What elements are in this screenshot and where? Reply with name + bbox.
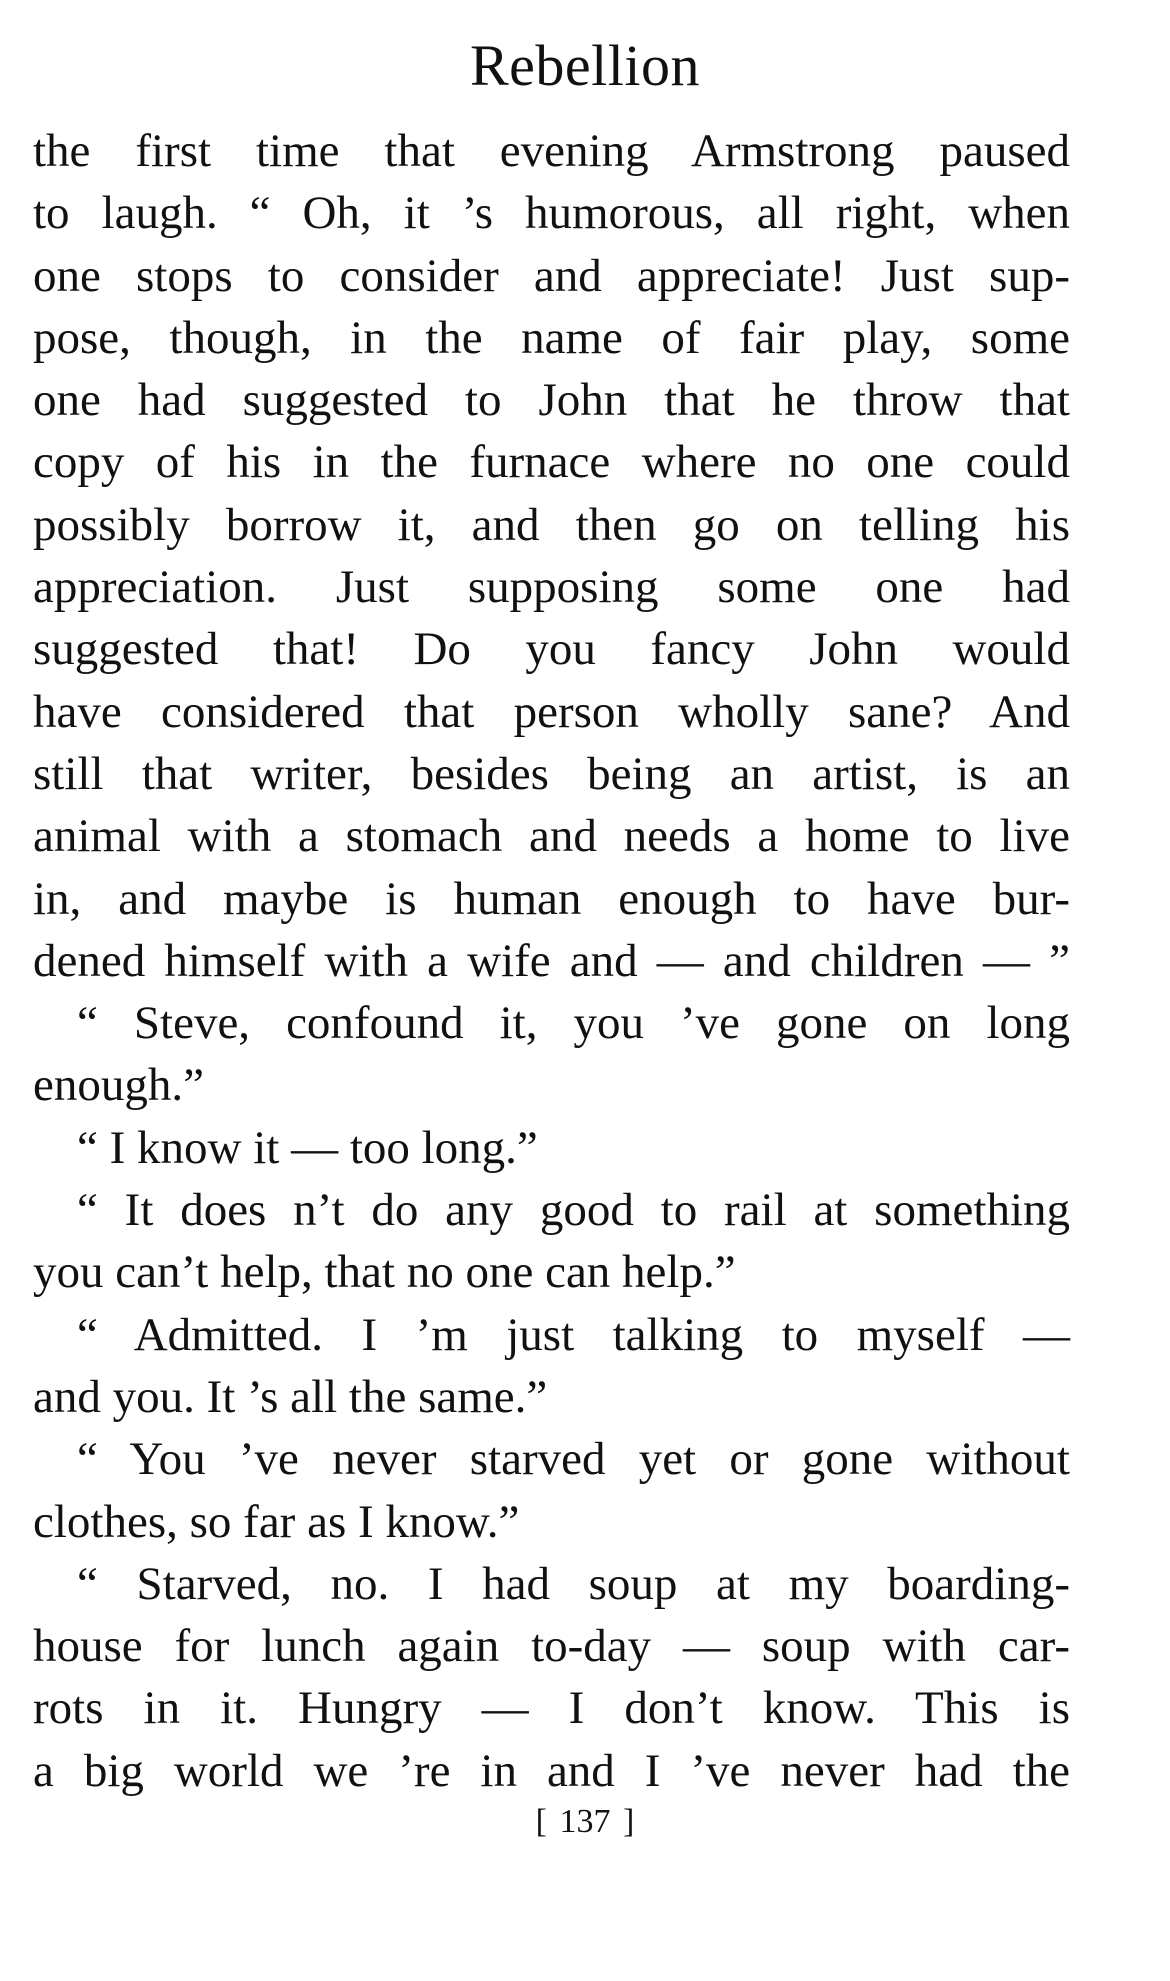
text-line: appreciation. Just supposing some one had bbox=[33, 561, 1070, 614]
text-line: possibly borrow it, and then go on telling his bbox=[33, 498, 1070, 551]
text-line: and you. It ’s all the same.” bbox=[33, 1370, 548, 1423]
page-number: [ 137 ] bbox=[535, 1803, 635, 1840]
running-head: Rebellion bbox=[469, 33, 700, 98]
text-line: pose, though, in the name of fair play, some bbox=[33, 311, 1070, 364]
text-line: in, and maybe is human enough to have bur- bbox=[33, 872, 1070, 925]
text-line: “ I know it — too long.” bbox=[77, 1121, 538, 1174]
text-line: one stops to consider and appreciate! Just sup- bbox=[33, 249, 1070, 302]
text-line: to laugh. “ Oh, it ’s humorous, all right, when bbox=[33, 187, 1070, 240]
text-line: “ Steve, confound it, you ’ve gone on long bbox=[77, 997, 1070, 1050]
text-line: the first time that evening Armstrong paused bbox=[33, 125, 1070, 177]
text-line: rots in it. Hungry — I don’t know. This is bbox=[33, 1682, 1070, 1735]
text-line: have considered that person wholly sane? And bbox=[33, 685, 1070, 738]
text-line: enough.” bbox=[33, 1059, 204, 1112]
text-line: a big world we ’re in and I ’ve never had the bbox=[33, 1744, 1070, 1797]
text-line: copy of his in the furnace where no one could bbox=[33, 436, 1070, 489]
text-line: “ Starved, no. I had soup at my boarding- bbox=[77, 1557, 1070, 1610]
text-line: animal with a stomach and needs a home to live bbox=[33, 810, 1070, 863]
text-line: one had suggested to John that he throw that bbox=[33, 374, 1070, 427]
text-line: still that writer, besides being an artist, is an bbox=[33, 747, 1070, 800]
text-line: dened himself with a wife and — and children — ” bbox=[33, 934, 1070, 987]
text-line: “ It does n’t do any good to rail at something bbox=[77, 1184, 1070, 1237]
text-line: clothes, so far as I know.” bbox=[33, 1495, 520, 1548]
text-line: “ You ’ve never starved yet or gone without bbox=[77, 1433, 1070, 1486]
text-line: “ Admitted. I ’m just talking to myself — bbox=[77, 1308, 1070, 1361]
text-line: house for lunch again to-day — soup with car- bbox=[33, 1620, 1070, 1673]
text-line: you can’t help, that no one can help.” bbox=[33, 1246, 736, 1299]
body-text bbox=[33, 120, 1070, 1802]
text-line: suggested that! Do you fancy John would bbox=[33, 623, 1070, 676]
